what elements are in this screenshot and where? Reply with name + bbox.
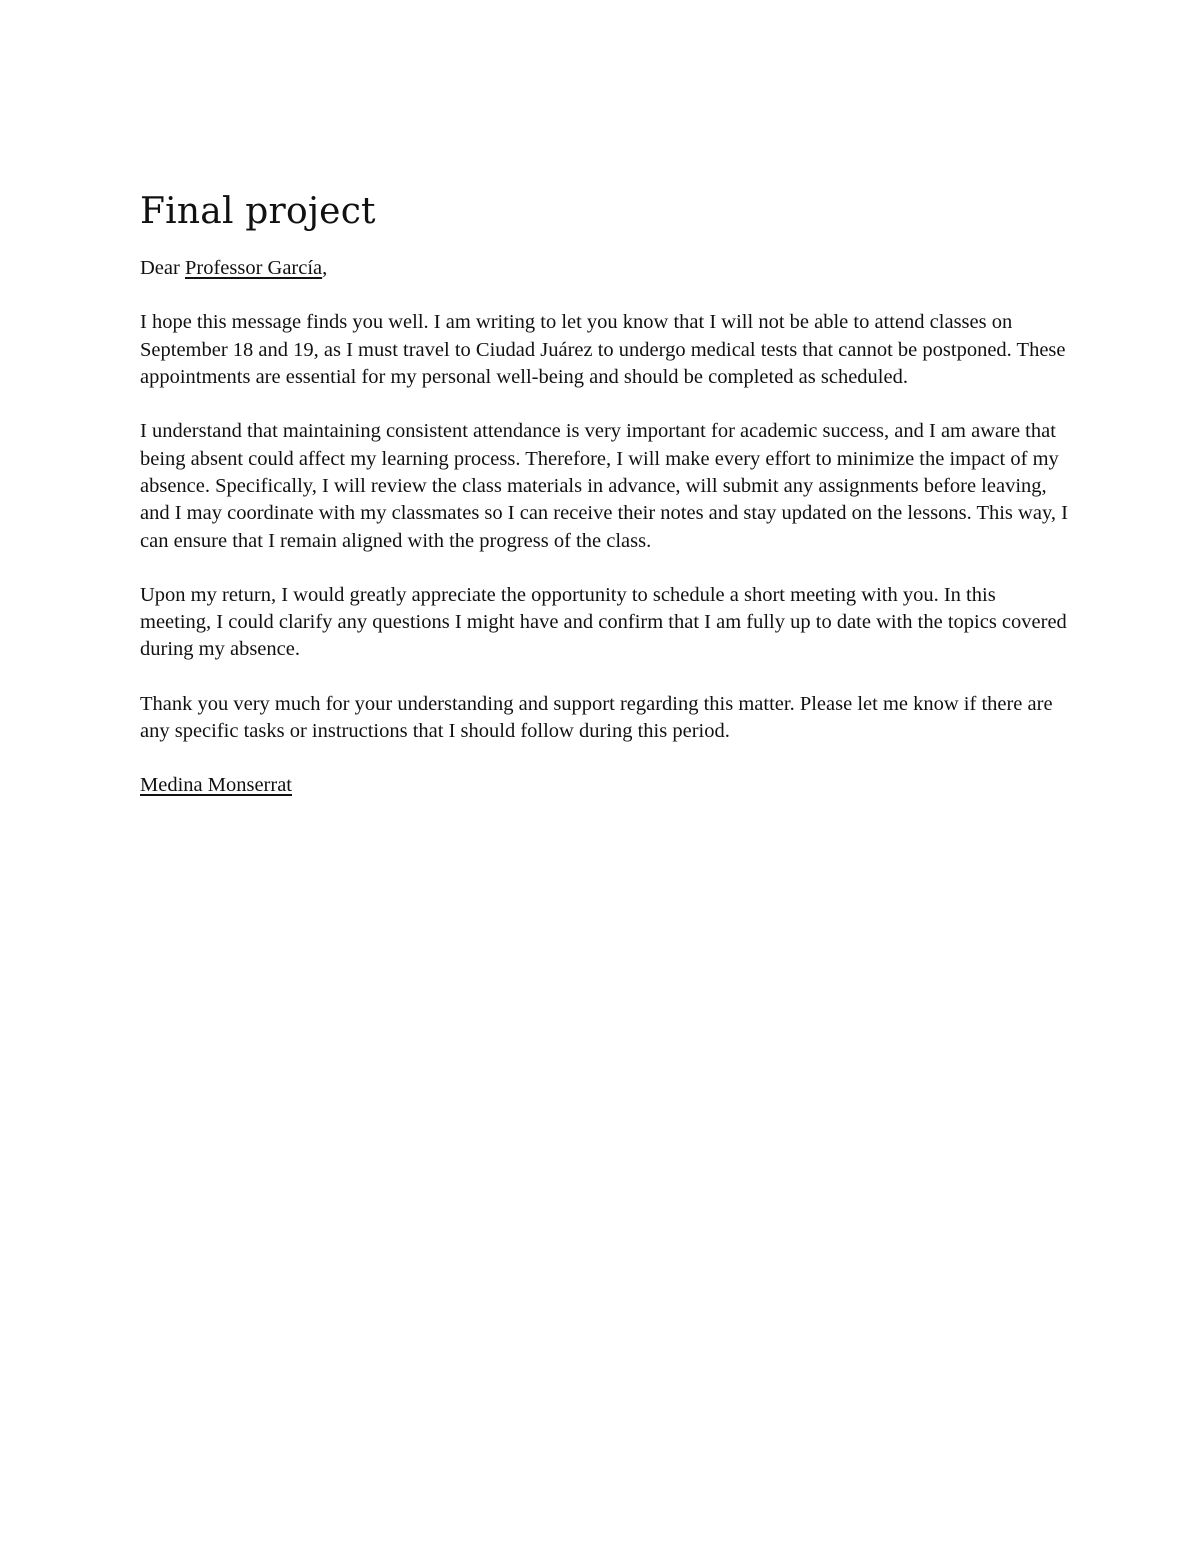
paragraph-absence-notice: I hope this message finds you well. I am writing to let you know that I will not be able to attend classes on September 18 and 19, as I must travel to Ciudad Juárez to undergo medical tests that cannot be postponed. These appointments are essential for my personal well-being and should be completed as scheduled. [140, 311, 1066, 389]
recipient-name: Professor García [184, 257, 323, 280]
greeting-suffix: , [322, 257, 328, 280]
paragraph-closing-thanks: Thank you very much for your understanding and support regarding this matter. Please let me know if there are any specific tasks or instructions that I should follow during this period. [140, 692, 1053, 743]
signature-line [140, 772, 1070, 799]
paragraph-meeting-request: Upon my return, I would greatly appreciate the opportunity to schedule a short meeting with you. In this meeting, I could clarify any questions I might have and confirm that I am fully up to date with the topics covered during my absence. [140, 583, 1067, 661]
greeting-line [140, 255, 1070, 282]
greeting-prefix: Dear [140, 257, 185, 280]
signature-name: Medina Monserrat [140, 774, 292, 797]
letter-body [140, 190, 1070, 827]
paragraph-attendance-plan: I understand that maintaining consistent attendance is very important for academic success, and I am aware that being absent could affect my learning process. Therefore, I will make every effort to minimize the impact of my absence. Specifically, I will review the class materials in advance, will submit any assignments before leaving, and I may coordinate with my classmates so I can receive their notes and stay updated on the lessons. This way, I can ensure that I remain aligned with the progress of the class. [140, 420, 1068, 552]
document-title: Final project [140, 191, 376, 232]
